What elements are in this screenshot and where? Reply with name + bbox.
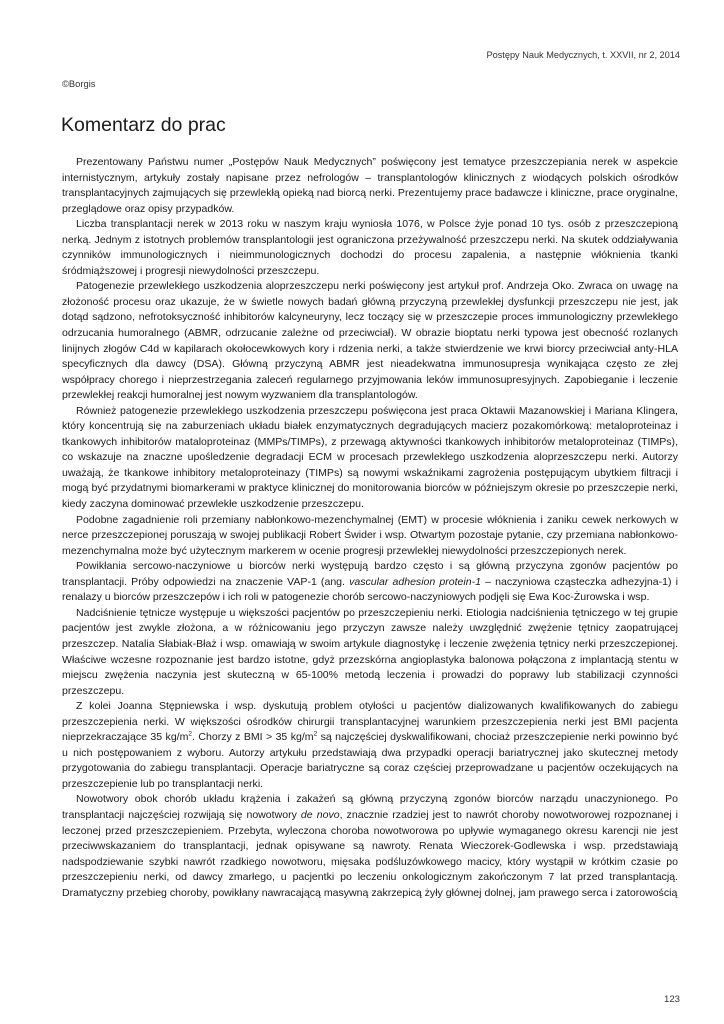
italic-text: de novo xyxy=(300,808,340,821)
paragraph-text: Patogenezie przewlekłego uszkodzenia aloprzeszczepu nerki poświęcony jest artykuł prof. Andrzeja Oko. Zwraca on uwagę na złożoność procesu oraz ukazuje, że w świetle nowych badań główną przyczyną przewlekłej dysfunkcji przeszczepu nie jest, jak dotąd sądzono, nefrotoksyczność inhibitorów kalcyneuryny, lecz toczący się w przeszczepie proces immunologiczny przewlekłego odrzucania humoralnego (ABMR, odrzucanie zależne od przeciwciał). W obrazie bioptatu nerki typowa jest obecność rozlanych linijnych złogów C4d w kapilarach okołocewkowych kory i rdzenia nerki, a także stwierdzenie we krwi biorcy przeciwciał anty-HLA specyficznych dla dawcy (DSA). Główną przyczyną ABMR jest nieadekwatna immunosupresja wynikająca często ze złej współpracy chorego i nieprzestrzegania zaleceń regularnego przyjmowania leków immunosupresyjnych. Zapobieganie i leczenie przewlekłej reakcji humoralnej jest nowym wyzwaniem dla transplantologów. xyxy=(62,280,678,402)
paragraph-text: Z kolei Joanna Stępniewska i wsp. dyskutują problem otyłości u pacjentów dializowanych kwalifikowanych do zabiegu przeszczepienia nerki. W większości ośrodków chirurgii transplantacyjnej warunkiem przeszczepienia nerki jest BMI pacjenta nieprzekraczające 35 kg/m xyxy=(62,700,678,744)
paragraph-text: Nadciśnienie tętnicze występuje u większości pacjentów po przeszczepieniu nerki. Etiologia nadciśnienia tętniczego w tej grupie pacjentów jest zwykle złożona, a w różnicowaniu jego przyczyn zawsze należy uwzględnić zwężenie tętnicy zaopatrującej przeszczep. Natalia Słabiak-Błaż i wsp. omawiają w swoim artykule diagnostykę i leczenie zwężenia tętnicy nerki przeszczepionej. Właściwe wczesne rozpoznanie jest bardzo istotne, gdyż przezskórna angioplastyka balonowa połączona z implantacją stentu w miejscu zwężenia naczynia jest skuteczną w 65-100% metodą leczenia i prowadzi do poprawy lub stabilizacji czynności przeszczepu. xyxy=(62,606,678,697)
journal-header: Postępy Nauk Medycznych, t. XXVII, nr 2, 2014 xyxy=(486,50,680,60)
paragraph-text: są najczęściej dyskwalifikowani, chociaż przeszczepienie nerki powinno być u nich postępowaniem z wyboru. Autorzy artykułu przedstawiają dwa przypadki operacji bariatrycznej jako skutecznej metody przygotowania do zabiegu transplantacji. Operacje bariatryczne są coraz częściej przeprowadzane u pacjentów oczekujących na przeszczepienie lub po transplantacji nerki. xyxy=(62,731,678,790)
paragraph-text: – naczyniowa cząsteczka adhezyjna-1) i renalazy u biorców przeszczepów i ich roli w patogenezie chorób sercowo-naczyniowych podjęli się Ewa Koc-Żurowska i wsp. xyxy=(62,575,678,604)
paragraph-text: Podobne zagadnienie roli przemiany nabłonkowo-mezenchymalnej (EMT) w procesie włóknienia i zaniku cewek nerkowych w nerce przeszczepionej poruszają w swojej publikacji Robert Świder i wsp. Otwartym pozostaje pytanie, czy przemiana nabłonkowo-mezenchymalna może być użytecznym markerem w ocenie progresji przewlekłej niewydolności przeszczepionych nerek. xyxy=(62,513,678,557)
body-paragraph xyxy=(62,513,678,560)
publisher-mark: ©Borgis xyxy=(62,78,96,89)
paragraph-text: Prezentowany Państwu numer „Postępów Nauk Medycznych” poświęcony jest tematyce przeszczepiania nerek w aspekcie internistycznym, artykuły zostały napisane przez nefrologów – transplantologów klinicznych z wiodących polskich ośrodków transplantacyjnych zajmujących się przewlekłą opieką nad biorcą nerki. Prezentujemy prace badawcze i kliniczne, prace oryginalne, przeglądowe oraz opisy przypadków. xyxy=(62,156,678,215)
paragraph-text: Powikłania sercowo-naczyniowe u biorców nerki występują bardzo często i są główną przyczyna zgonów pacjentów po transplantacji. Próby odpowiedzi na znaczenie VAP-1 (ang. xyxy=(62,560,678,588)
body-paragraph xyxy=(62,792,678,901)
paragraph-text: . Chorzy z BMI > 35 kg/m xyxy=(192,731,314,744)
superscript: 2 xyxy=(313,730,318,738)
paragraph-text: Nowotwory obok chorób układu krążenia i zakażeń są główną przyczyną zgonów biorców narządu unaczynionego. Po transplantacji najczęściej rozwijają się nowotwory xyxy=(62,793,678,821)
page-number: 123 xyxy=(663,994,680,1005)
body-paragraph xyxy=(62,217,678,279)
body-paragraph xyxy=(62,404,678,513)
body-paragraph xyxy=(62,559,678,606)
superscript: 2 xyxy=(188,730,193,738)
paragraph-text: , znacznie rzadziej jest to nawrót choroby nowotworowej rozpoznanej i leczonej przed przeszczepieniem. Przebyta, wyleczona choroba nowotworowa po upływie wymaganego okresu karencji nie jest przeciwwskazaniem do transplantacji, jednak opisywane są nawroty. Renata Wieczorek-Godlewska i wsp. przedstawiają nadspodziewanie szybki nawrót rzadkiego nowotworu, mięsaka podśluzówkowego macicy, który wystąpił w krótkim czasie po przeszczepieniu nerki, od dawcy zmarłego, u pacjentki po leczeniu onkologicznym zakończonym 7 lat przed transplantacją. Dramatyczny przebieg choroby, powikłany nawracającą masywną zakrzepicą żyły głównej dolnej, jam prawego serca i zatorowością xyxy=(62,808,678,899)
body-paragraph xyxy=(62,606,678,699)
italic-text: vascular adhesion protein-1 xyxy=(349,575,482,588)
body-paragraph xyxy=(62,155,678,217)
article-title: Komentarz do prac xyxy=(61,114,226,136)
article-body xyxy=(62,155,678,901)
paragraph-text: Również patogenezie przewlekłego uszkodzenia przeszczepu poświęcona jest praca Oktawii Mazanowskiej i Mariana Klingera, który koncentrują się na zaburzeniach układu białek enzymatycznych degradujących macierz pozakomórkową: metaloproteinaz i tkankowych inhibitorów mataloproteinaz (MMPs/TIMPs), z przewagą aktywności tkankowych inhibitorów metaloproteinaz (TIMPs), co wskazuje na znaczne upośledzenie degradacji ECM w procesach przewlekłego uszkodzenia aloprzeszczepu nerki. Autorzy uważają, że tkankowe inhibitory metaloproteinazy (TIMPs) są nowymi wskaźnikami zagrożenia postępującym ubytkiem filtracji i mogą być przydatnymi biomarkerami w praktyce klinicznej do monitorowania biorców w późniejszym okresie po przeszczepie nerki, kiedy zaczyna dominować przewlekłe uszkodzenie przeszczepu. xyxy=(62,404,678,511)
body-paragraph xyxy=(62,279,678,403)
body-paragraph xyxy=(62,699,678,792)
paragraph-text: Liczba transplantacji nerek w 2013 roku w naszym kraju wyniosła 1076, w Polsce żyje ponad 10 tys. osób z przeszczepioną nerką. Jednym z istotnych problemów transplantologii jest ograniczona przeżywalność przeszczepu nerki. Na skutek oddziaływania czynników immunologicznych i nieimmunologicznych dochodzi do procesu zapalenia, a następnie włóknienia tkanki śródmiąższowej i progresji niewydolności przeszczepu. xyxy=(62,218,678,277)
